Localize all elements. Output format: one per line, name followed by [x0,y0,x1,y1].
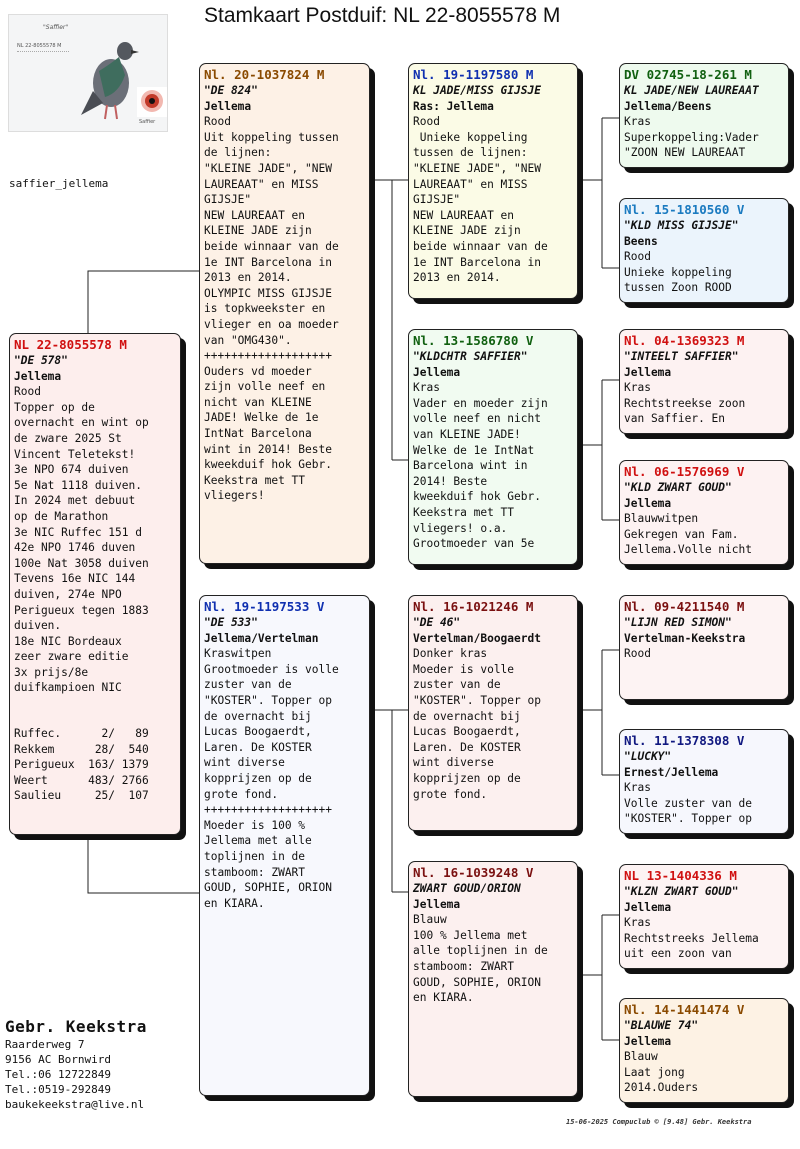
pedigree-card-ggp-6[interactable] [619,729,789,834]
description-line: Volle zuster van de [624,796,752,810]
description-line: 100e Nat 3058 duiven [14,556,149,570]
description-line: toplijnen in de [204,849,306,863]
description-line: Rood [14,385,41,399]
description-line: volle neef en nicht [413,412,541,426]
pigeon-name: "LUCKY" [624,750,672,763]
description-line: op de Marathon [14,509,109,523]
description-line: tussen Zoon ROOD [624,281,732,295]
username-label: saffier_jellema [9,177,109,190]
race-result-row: Ruffec. 2/ 89 [14,727,149,741]
description-line: duiven, 274e NPO [14,587,122,601]
description-line: 100 % Jellema met [413,928,528,942]
breeder-name: Ras: Jellema [413,99,494,113]
eye-caption: Saffier [139,119,156,125]
pigeon-name: "DE 46" [413,616,461,629]
description-line: van "OMG430". [204,333,292,347]
pigeon-name: "DE 824" [204,84,258,97]
description-line: GOUD, SOPHIE, ORION [413,975,541,989]
race-result-row: Rekkem 28/ 540 [14,742,149,756]
description [14,384,176,696]
description-line: 3e NPO 674 duiven [14,463,129,477]
pedigree-card-ggp-8[interactable] [619,998,789,1103]
description-line: kweekduif hok Gebr. [413,490,541,504]
description-line: KLEINE JADE zijn [204,224,312,238]
pigeon-name: "KLD MISS GIJSJE" [624,219,739,232]
ring-number: Nl. 16-1039248 V [413,865,534,880]
description-line: zuster van de [204,678,292,692]
race-result-row: Saulieu 25/ 107 [14,789,149,803]
owner-phone-mobile: Tel.:06 12722849 [5,1068,111,1081]
description-line: 5e Nat 1118 duiven. [14,478,142,492]
ring-number: Nl. 16-1021246 M [413,599,534,614]
description-line: grote fond. [204,787,279,801]
description-line: nicht van KLEINE [204,395,312,409]
breeder-name: Vertelman-Keekstra [624,631,746,645]
description-line: zeer zware editie [14,650,129,664]
description-line: Vader en moeder zijn [413,396,548,410]
description-line: Moeder is 100 % [204,818,306,832]
description-line: "ZOON NEW LAUREAAT [624,146,746,160]
photo-caption-name: "Saffier" [43,24,69,31]
print-footer: 15-06-2025 Compuclub © [9.48] Gebr. Keekstra [566,1118,752,1126]
breeder-name: Jellema [624,496,672,510]
description-line: Rood [624,250,651,264]
breeder-name: Jellema [624,1034,672,1048]
description-line: 3e NIC Ruffec 151 d [14,525,142,539]
description-line: 1e INT Barcelona in [204,255,332,269]
description-line: overnacht en wint op [14,416,149,430]
description-line: NEW LAUREAAT en [204,208,306,222]
description-line: 2014.Ouders [624,1081,699,1095]
description-line: Unieke koppeling [624,265,732,279]
description-line: wint diverse [204,756,285,770]
ring-number: NL 22-8055578 M [14,337,127,352]
race-result-row: Perigueux 163/ 1379 [14,758,149,772]
pedigree-card-subject[interactable] [9,333,181,835]
description-line: GIJSJE" [413,193,461,207]
breeder-name: Jellema/Beens [624,99,712,113]
description-line: Topper op de [14,400,95,414]
description-line: Grootmoeder van 5e [413,537,535,551]
pigeon-name: "KLDCHTR SAFFIER" [413,350,528,363]
description-line: Moeder is volle [413,662,515,676]
description-line: Kraswitpen [204,647,272,661]
pedigree-card-ggp-3[interactable] [619,329,789,434]
pedigree-card-ggp-4[interactable] [619,460,789,565]
description-line: kopprijzen op de [413,771,521,785]
description-line: Barcelona wint in [413,459,528,473]
description-line: IntNat Barcelona [204,427,312,441]
description-line: +++++++++++++++++++ [204,349,332,363]
description-line: de zware 2025 St [14,431,122,445]
description-line: Rood [204,115,231,129]
description-line: +++++++++++++++++++ [204,803,332,817]
description-line: "KOSTER". Topper op [413,693,541,707]
pigeon-name: "DE 533" [204,616,258,629]
description-line: beide winnaar van de [413,239,548,253]
description-line: wint diverse [413,756,494,770]
description-line: "KOSTER". Topper op [204,693,332,707]
breeder-name: Jellema [204,99,252,113]
pedigree-card-maternal-grandfather[interactable] [408,595,578,831]
owner-name: Gebr. Keekstra [5,1017,147,1036]
description-line: duiven. [14,619,62,633]
description-line: LAUREAAT" en MISS [204,177,319,191]
description-line: Rood [413,115,440,129]
description-line: In 2024 met debuut [14,494,136,508]
description-line: Lucas Boogaerdt, [204,725,312,739]
ring-number: Nl. 09-4211540 M [624,599,745,614]
description-line: Vincent Teletekst! [14,447,136,461]
description-line: Laat jong [624,1065,685,1079]
pigeon-name: "LIJN RED SIMON" [624,616,732,629]
breeder-name: Beens [624,234,658,248]
description-line: vliegers! [204,489,265,503]
description-line: alle toplijnen in de [413,944,548,958]
owner-info [5,1017,147,1112]
description-line: Rood [624,647,651,661]
description-line: Jellema met alle [204,834,312,848]
breeder-name: Jellema [624,365,672,379]
description-line: en KIARA. [413,991,474,1005]
description-line: vliegers! o.a. [413,521,508,535]
pedigree-card-ggp-7[interactable] [619,864,789,969]
description-line: 18e NIC Bordeaux [14,634,122,648]
pedigree-card-ggp-5[interactable] [619,595,789,700]
pedigree-card-father[interactable] [199,63,370,564]
race-result-row: Weert 483/ 2766 [14,773,149,787]
description-line: kweekduif hok Gebr. [204,458,332,472]
pigeon-name: KL JADE/MISS GIJSJE [413,84,541,97]
description-line: de overnacht bij [413,709,521,723]
description-line: Donker kras [413,647,488,661]
description-line: Tevens 16e NIC 144 [14,572,136,586]
description-line: grote fond. [413,787,488,801]
description-line: is topkweekster en [204,302,326,316]
ring-number: Nl. 14-1441474 V [624,1002,745,1017]
pigeon-name: KL JADE/NEW LAUREAAT [624,84,759,97]
pedigree-card-ggp-2[interactable] [619,198,789,303]
breeder-name: Ernest/Jellema [624,765,719,779]
description-line: zuster van de [413,678,501,692]
description-line: 2013 en 2014. [204,271,292,285]
description-line: 1e INT Barcelona in [413,255,541,269]
description-line: de lijnen: [204,146,272,160]
owner-phone-landline: Tel.:0519-292849 [5,1083,111,1096]
description-line: Blauwwitpen [624,512,699,526]
ring-number: Nl. 15-1810560 V [624,202,745,217]
owner-address-city: 9156 AC Bornwird [5,1053,111,1066]
description-line: 2014! Beste [413,474,488,488]
breeder-name: Jellema [14,369,62,383]
description-line: OLYMPIC MISS GIJSJE [204,286,332,300]
ring-number: Nl. 06-1576969 V [624,464,745,479]
description-line: kopprijzen op de [204,771,312,785]
description-line: 3x prijs/8e [14,665,89,679]
description-line: "KOSTER". Topper op [624,812,752,826]
ring-number: Nl. 20-1037824 M [204,67,325,82]
pigeon-name: "DE 578" [14,354,68,367]
description-line: Kras [413,381,440,395]
description-line: LAUREAAT" en MISS [413,177,528,191]
description-line: Uit koppeling tussen [204,130,339,144]
pigeon-name: "INTEELT SAFFIER" [624,350,739,363]
description-line: Keekstra met TT [204,473,306,487]
pedigree-card-mother[interactable] [199,595,370,1096]
description-line: uit een zoon van [624,947,732,961]
description-line: Rechtstreeks Jellema [624,931,759,945]
description-line: Laren. De KOSTER [413,740,521,754]
description-line: Rechtstreekse zoon [624,396,746,410]
description-line: "KLEINE JADE", "NEW [413,161,541,175]
ring-number: Nl. 19-1197580 M [413,67,534,82]
description-line: Laren. De KOSTER [204,740,312,754]
description-line: "KLEINE JADE", "NEW [204,161,332,175]
description-line: Kras [624,381,651,395]
description-line: stamboom: ZWART [204,865,306,879]
description-line: 2013 en 2014. [413,271,501,285]
pigeon-name: "KLD ZWART GOUD" [624,481,732,494]
description-line: tussen de lijnen: [413,146,528,160]
description-line: NEW LAUREAAT en [413,208,515,222]
description-line: duifkampioen NIC [14,681,122,695]
description-line: vlieger en oa moeder [204,317,339,331]
ring-number: Nl. 04-1369323 M [624,333,745,348]
description-line: GOUD, SOPHIE, ORION [204,881,332,895]
description-line: Kras [624,916,651,930]
description-line: Kras [624,115,651,129]
breeder-name: Jellema [624,900,672,914]
description-line: de overnacht bij [204,709,312,723]
description-line: wint in 2014! Beste [204,442,332,456]
breeder-name: Jellema [413,365,461,379]
owner-email[interactable]: baukekeekstra@live.nl [5,1098,145,1111]
description-line: van Saffier. En [624,412,726,426]
breeder-name: Jellema/Vertelman [204,631,319,645]
description-line: van KLEINE JADE! [413,427,521,441]
description-line: Jellema.Volle nicht [624,543,752,557]
description-line: Unieke koppeling [413,130,528,144]
pigeon-name: ZWART GOUD/ORION [413,882,521,895]
description-line: stamboom: ZWART [413,959,515,973]
description-line: beide winnaar van de [204,239,339,253]
description-line: Superkoppeling:Vader [624,130,759,144]
description-line: GIJSJE" [204,193,252,207]
description-line: Ouders vd moeder [204,364,312,378]
pigeon-name: "BLAUWE 74" [624,1019,699,1032]
description-line: Grootmoeder is volle [204,662,339,676]
photo-caption-ring: NL 22-8055578 M [17,43,62,49]
owner-address-street: Raarderweg 7 [5,1038,85,1051]
description-line: Gekregen van Fam. [624,527,739,541]
description-line: KLEINE JADE zijn [413,224,521,238]
description-line: Perigueux tegen 1883 [14,603,149,617]
page-title: Stamkaart Postduif: NL 22-8055578 M [204,4,561,27]
ring-number: Nl. 19-1197533 V [204,599,325,614]
description-line: Welke de 1e IntNat [413,443,535,457]
breeder-name: Jellema [413,897,461,911]
description-line: 42e NPO 1746 duven [14,541,136,555]
pedigree-card-paternal-grandmother[interactable] [408,329,578,565]
description-line: Kras [624,781,651,795]
description-line: Keekstra met TT [413,505,515,519]
description-line: Lucas Boogaerdt, [413,725,521,739]
pedigree-card-ggp-1[interactable] [619,63,789,168]
breeder-name: Vertelman/Boogaerdt [413,631,541,645]
pedigree-card-maternal-grandmother[interactable] [408,861,578,1097]
description-line: JADE! Welke de 1e [204,411,319,425]
pigeon-name: "KLZN ZWART GOUD" [624,885,739,898]
description-line: Blauw [413,913,447,927]
ring-number: Nl. 13-1586780 V [413,333,534,348]
race-results [14,726,176,804]
description-line: Blauw [624,1050,658,1064]
ring-number: Nl. 11-1378308 V [624,733,745,748]
pedigree-card-paternal-grandfather[interactable] [408,63,578,299]
ring-number: NL 13-1404336 M [624,868,737,883]
ring-number: DV 02745-18-261 M [624,67,752,82]
description-line: en KIARA. [204,896,265,910]
description-line: zijn volle neef en [204,380,326,394]
